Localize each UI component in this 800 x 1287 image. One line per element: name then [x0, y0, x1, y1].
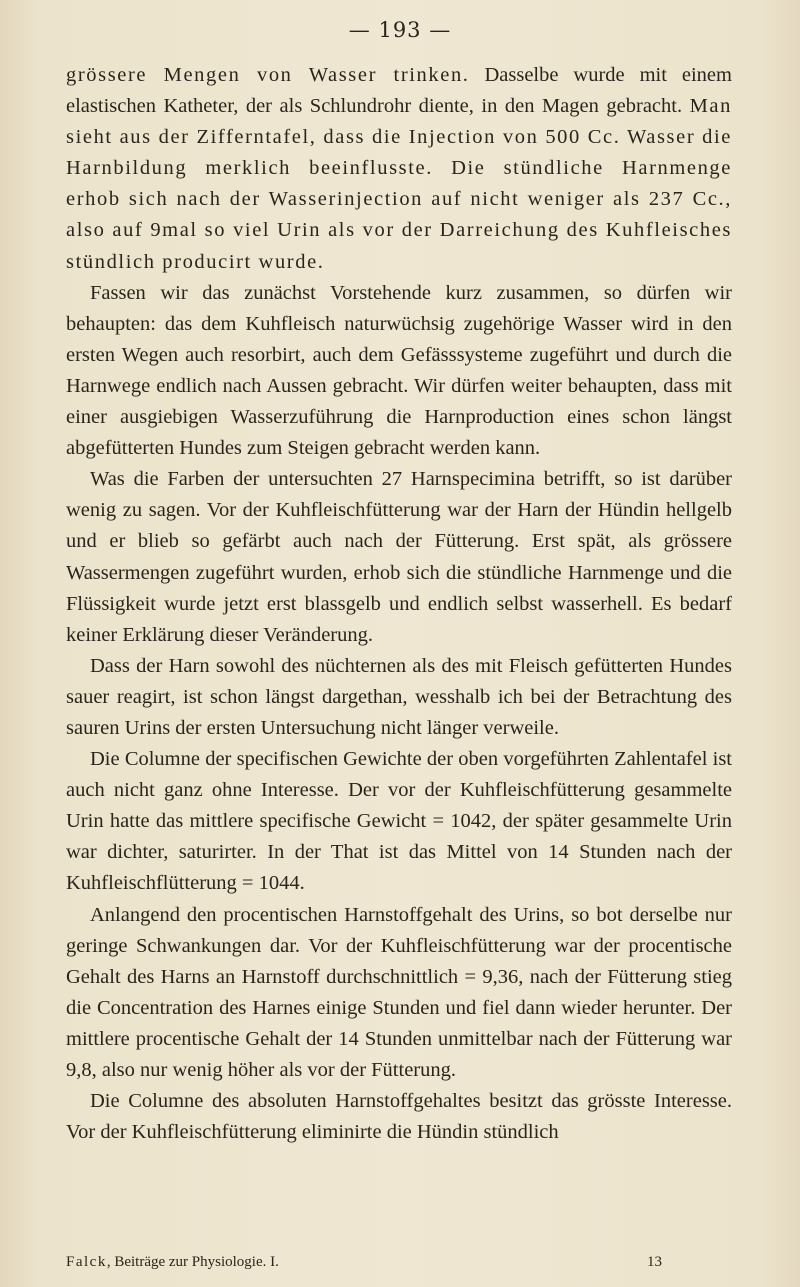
spaced-text: grössere Mengen von Wasser trinken. [66, 64, 470, 86]
page-number: — 193 — [348, 18, 452, 42]
text-run: Was die Farben der untersuchten 27 Harnspecimina betrifft, so ist darüber wenig zu sagen. Vor der Kuhfleischfütterung war der Harn der Hündin hellgelb und er blieb so gefärbt auch nach der Fütterung. Erst spät, als grössere Wassermengen zugeführt wurden, erhob sich die stündliche Harnmenge und die Flüssigkeit wurde jetzt erst blassgelb und endlich selbst wasserhell. Es bedarf keiner Erklärung dieser Veränderung. [66, 468, 732, 646]
spaced-text: Man sieht aus der Zifferntafel, dass die Injection von 500 Cc. Wasser die Harnbildung merklich beeinflusste. Die stündliche Harnmenge erhob sich nach der Wasserinjection auf nicht weniger als 237 Cc., also auf 9mal so viel Urin als vor der Darreichung des Kuhfleisches stündlich producirt wurde. [66, 95, 732, 273]
paragraph [66, 60, 732, 278]
signature-mark: 13 [647, 1254, 662, 1270]
paragraph [66, 651, 732, 744]
footer-title: , Beiträge zur Physiologie. I. [106, 1254, 279, 1270]
paragraph [66, 464, 732, 651]
text-run: Die Columne der specifischen Gewichte der oben vorgeführten Zahlentafel ist auch nicht ganz ohne Interesse. Der vor der Kuhfleischfütterung gesammelte Urin hatte das mittlere specifische Gewicht = 1042, der später gesammelte Urin war dichter, saturirter. In der That ist das Mittel von 14 Stunden nach der Kuhfleischflütterung = 1044. [66, 748, 732, 895]
paragraph [66, 1086, 732, 1148]
paragraph [66, 900, 732, 1087]
text-run: Dass der Harn sowohl des nüchternen als des mit Fleisch gefütterten Hundes sauer reagirt, ist schon längst dargethan, wesshalb ich bei der Betrachtung des sauren Urins der ersten Untersuchung nicht länger verweile. [66, 654, 732, 739]
text-run: Die Columne des absoluten Harnstoffgehaltes besitzt das grösste Interesse. Vor der Kuhfleischfütterung eliminirte die Hündin stündlich [66, 1090, 732, 1144]
footer-author: Falck [66, 1254, 107, 1270]
body-text [66, 60, 732, 1148]
paragraph [66, 278, 732, 465]
text-run: Anlangend den procentischen Harnstoffgehalt des Urins, so bot derselbe nur geringe Schwankungen dar. Vor der Kuhfleischfütterung war der procentische Gehalt des Harns an Harnstoff durchschnittlich = 9,36, nach der Fütterung stieg die Concentration des Harnes einige Stunden und fiel dann wieder herunter. Der mittlere procentische Gehalt der 14 Stunden unmittelbar nach der Fütterung war 9,8, also nur wenig höher als vor der Fütterung. [66, 903, 732, 1081]
text-run: Dasselbe wurde mit einem elastischen Katheter, der als Schlundrohr diente, in den Magen gebracht. [66, 64, 732, 118]
page-footer [66, 1254, 732, 1271]
paragraph [66, 744, 732, 899]
text-run: Fassen wir das zunächst Vorstehende kurz zusammen, so dürfen wir behaupten: das dem Kuhfleisch naturwüchsig zugehörige Wasser wird in den ersten Wegen auch resorbirt, auch dem Gefässsysteme zugeführt und durch die Harnwege endlich nach Aussen gebracht. Wir dürfen weiter behaupten, dass mit einer ausgiebigen Wasserzuführung die Harnproduction eines schon längst abgefütterten Hundes zum Steigen gebracht werden kann. [66, 281, 732, 460]
